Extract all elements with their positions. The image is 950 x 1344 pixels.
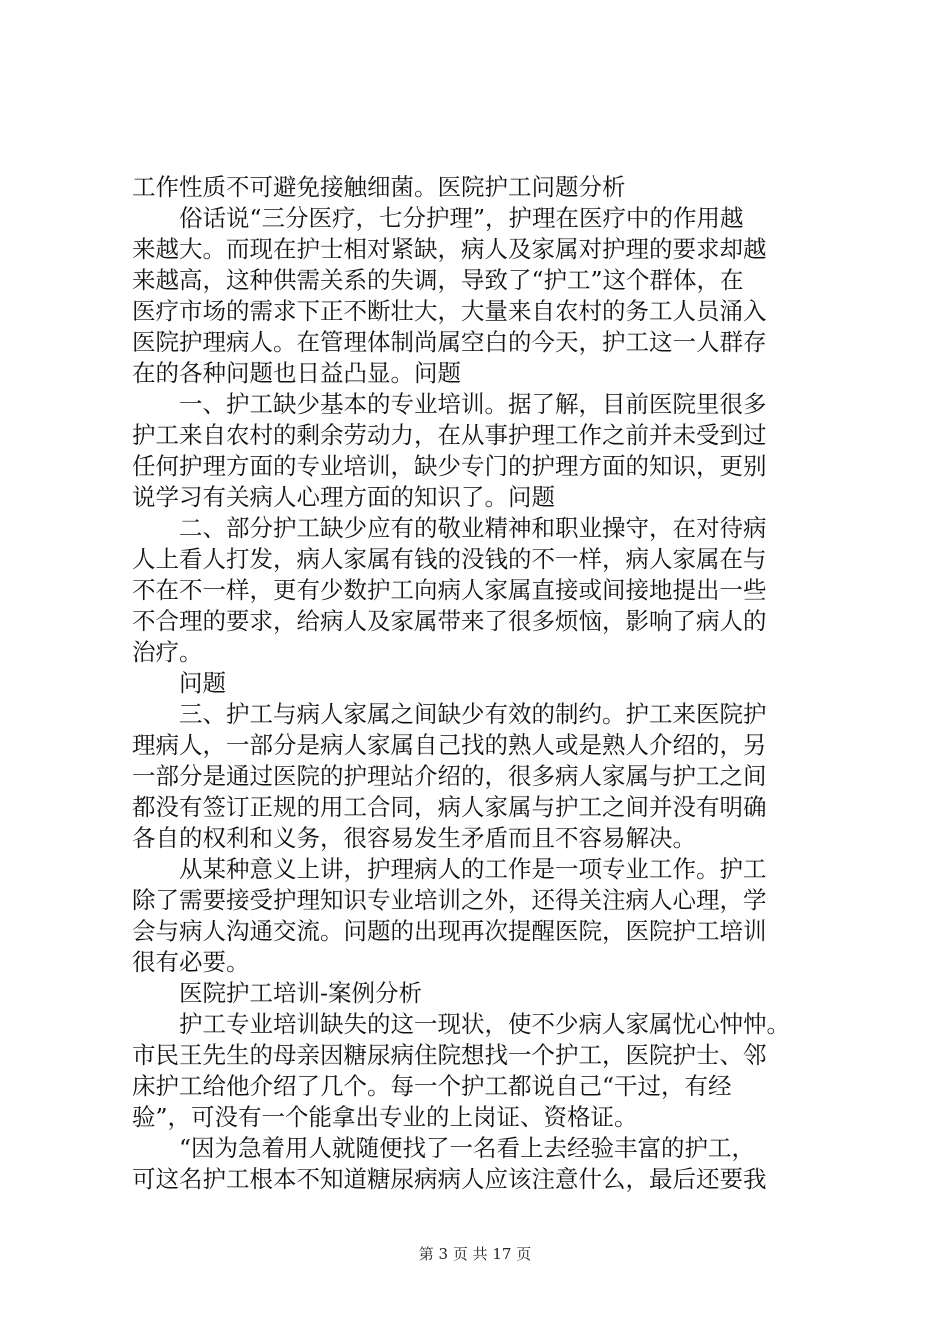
text-line: 来越大。而现在护士相对紧缺，病人及家属对护理的要求却越 xyxy=(132,235,767,263)
text-line: 在的各种问题也日益凸显。问题 xyxy=(132,359,461,387)
text-line: 一部分是通过医院的护理站介绍的，很多病人家属与护工之间 xyxy=(132,762,767,790)
text-line: 会与病人沟通交流。问题的出现再次提醒医院，医院护工培训 xyxy=(132,917,767,945)
text-line: 理病人，一部分是病人家属自己找的熟人或是熟人介绍的，另 xyxy=(132,731,767,759)
text-line: 验”，可没有一个能拿出专业的上岗证、资格证。 xyxy=(132,1103,638,1131)
text-line: 来越高，这种供需关系的失调，导致了“护工”这个群体，在 xyxy=(132,266,744,294)
text-line: 工作性质不可避免接触细菌。医院护工问题分析 xyxy=(132,173,626,201)
text-line: 都没有签订正规的用工合同，病人家属与护工之间并没有明确 xyxy=(132,793,767,821)
text-line: 一、护工缺少基本的专业培训。据了解，目前医院里很多 xyxy=(132,390,767,418)
text-line: 很有必要。 xyxy=(132,948,250,976)
text-line: 市民王先生的母亲因糖尿病住院想找一个护工，医院护士、邻 xyxy=(132,1041,767,1069)
text-line: 二、部分护工缺少应有的敬业精神和职业操守，在对待病 xyxy=(132,514,767,542)
text-line: 人上看人打发，病人家属有钱的没钱的不一样，病人家属在与 xyxy=(132,545,767,573)
text-line: 问题 xyxy=(132,669,226,697)
text-line: 可这名护工根本不知道糖尿病病人应该注意什么，最后还要我 xyxy=(132,1165,767,1193)
text-line: 俗话说“三分医疗，七分护理”，护理在医疗中的作用越 xyxy=(132,204,744,232)
text-line: 床护工给他介绍了几个。每一个护工都说自己“干过，有经 xyxy=(132,1072,732,1100)
text-line: 护工专业培训缺失的这一现状，使不少病人家属忧心忡忡。 xyxy=(132,1010,790,1038)
text-line: 医院护工培训-案例分析 xyxy=(132,979,422,1007)
text-line: 说学习有关病人心理方面的知识了。问题 xyxy=(132,483,555,511)
text-line: 医院护理病人。在管理体制尚属空白的今天，护工这一人群存 xyxy=(132,328,767,356)
document-body xyxy=(132,172,832,1195)
text-line: “因为急着用人就随便找了一名看上去经验丰富的护工， xyxy=(132,1134,756,1162)
text-line: 从某种意义上讲，护理病人的工作是一项专业工作。护工 xyxy=(132,855,767,883)
text-line: 任何护理方面的专业培训，缺少专门的护理方面的知识，更别 xyxy=(132,452,767,480)
page-footer: 第 3 页 共 17 页 xyxy=(418,1245,532,1263)
text-line: 除了需要接受护理知识专业培训之外，还得关注病人心理，学 xyxy=(132,886,767,914)
text-line: 护工来自农村的剩余劳动力，在从事护理工作之前并未受到过 xyxy=(132,421,767,449)
text-line: 医疗市场的需求下正不断壮大，大量来自农村的务工人员涌入 xyxy=(132,297,767,325)
text-line: 不在不一样，更有少数护工向病人家属直接或间接地提出一些 xyxy=(132,576,767,604)
text-line: 治疗。 xyxy=(132,638,203,666)
text-line: 不合理的要求，给病人及家属带来了很多烦恼，影响了病人的 xyxy=(132,607,767,635)
text-line: 各自的权利和义务，很容易发生矛盾而且不容易解决。 xyxy=(132,824,696,852)
text-line: 三、护工与病人家属之间缺少有效的制约。护工来医院护 xyxy=(132,700,767,728)
